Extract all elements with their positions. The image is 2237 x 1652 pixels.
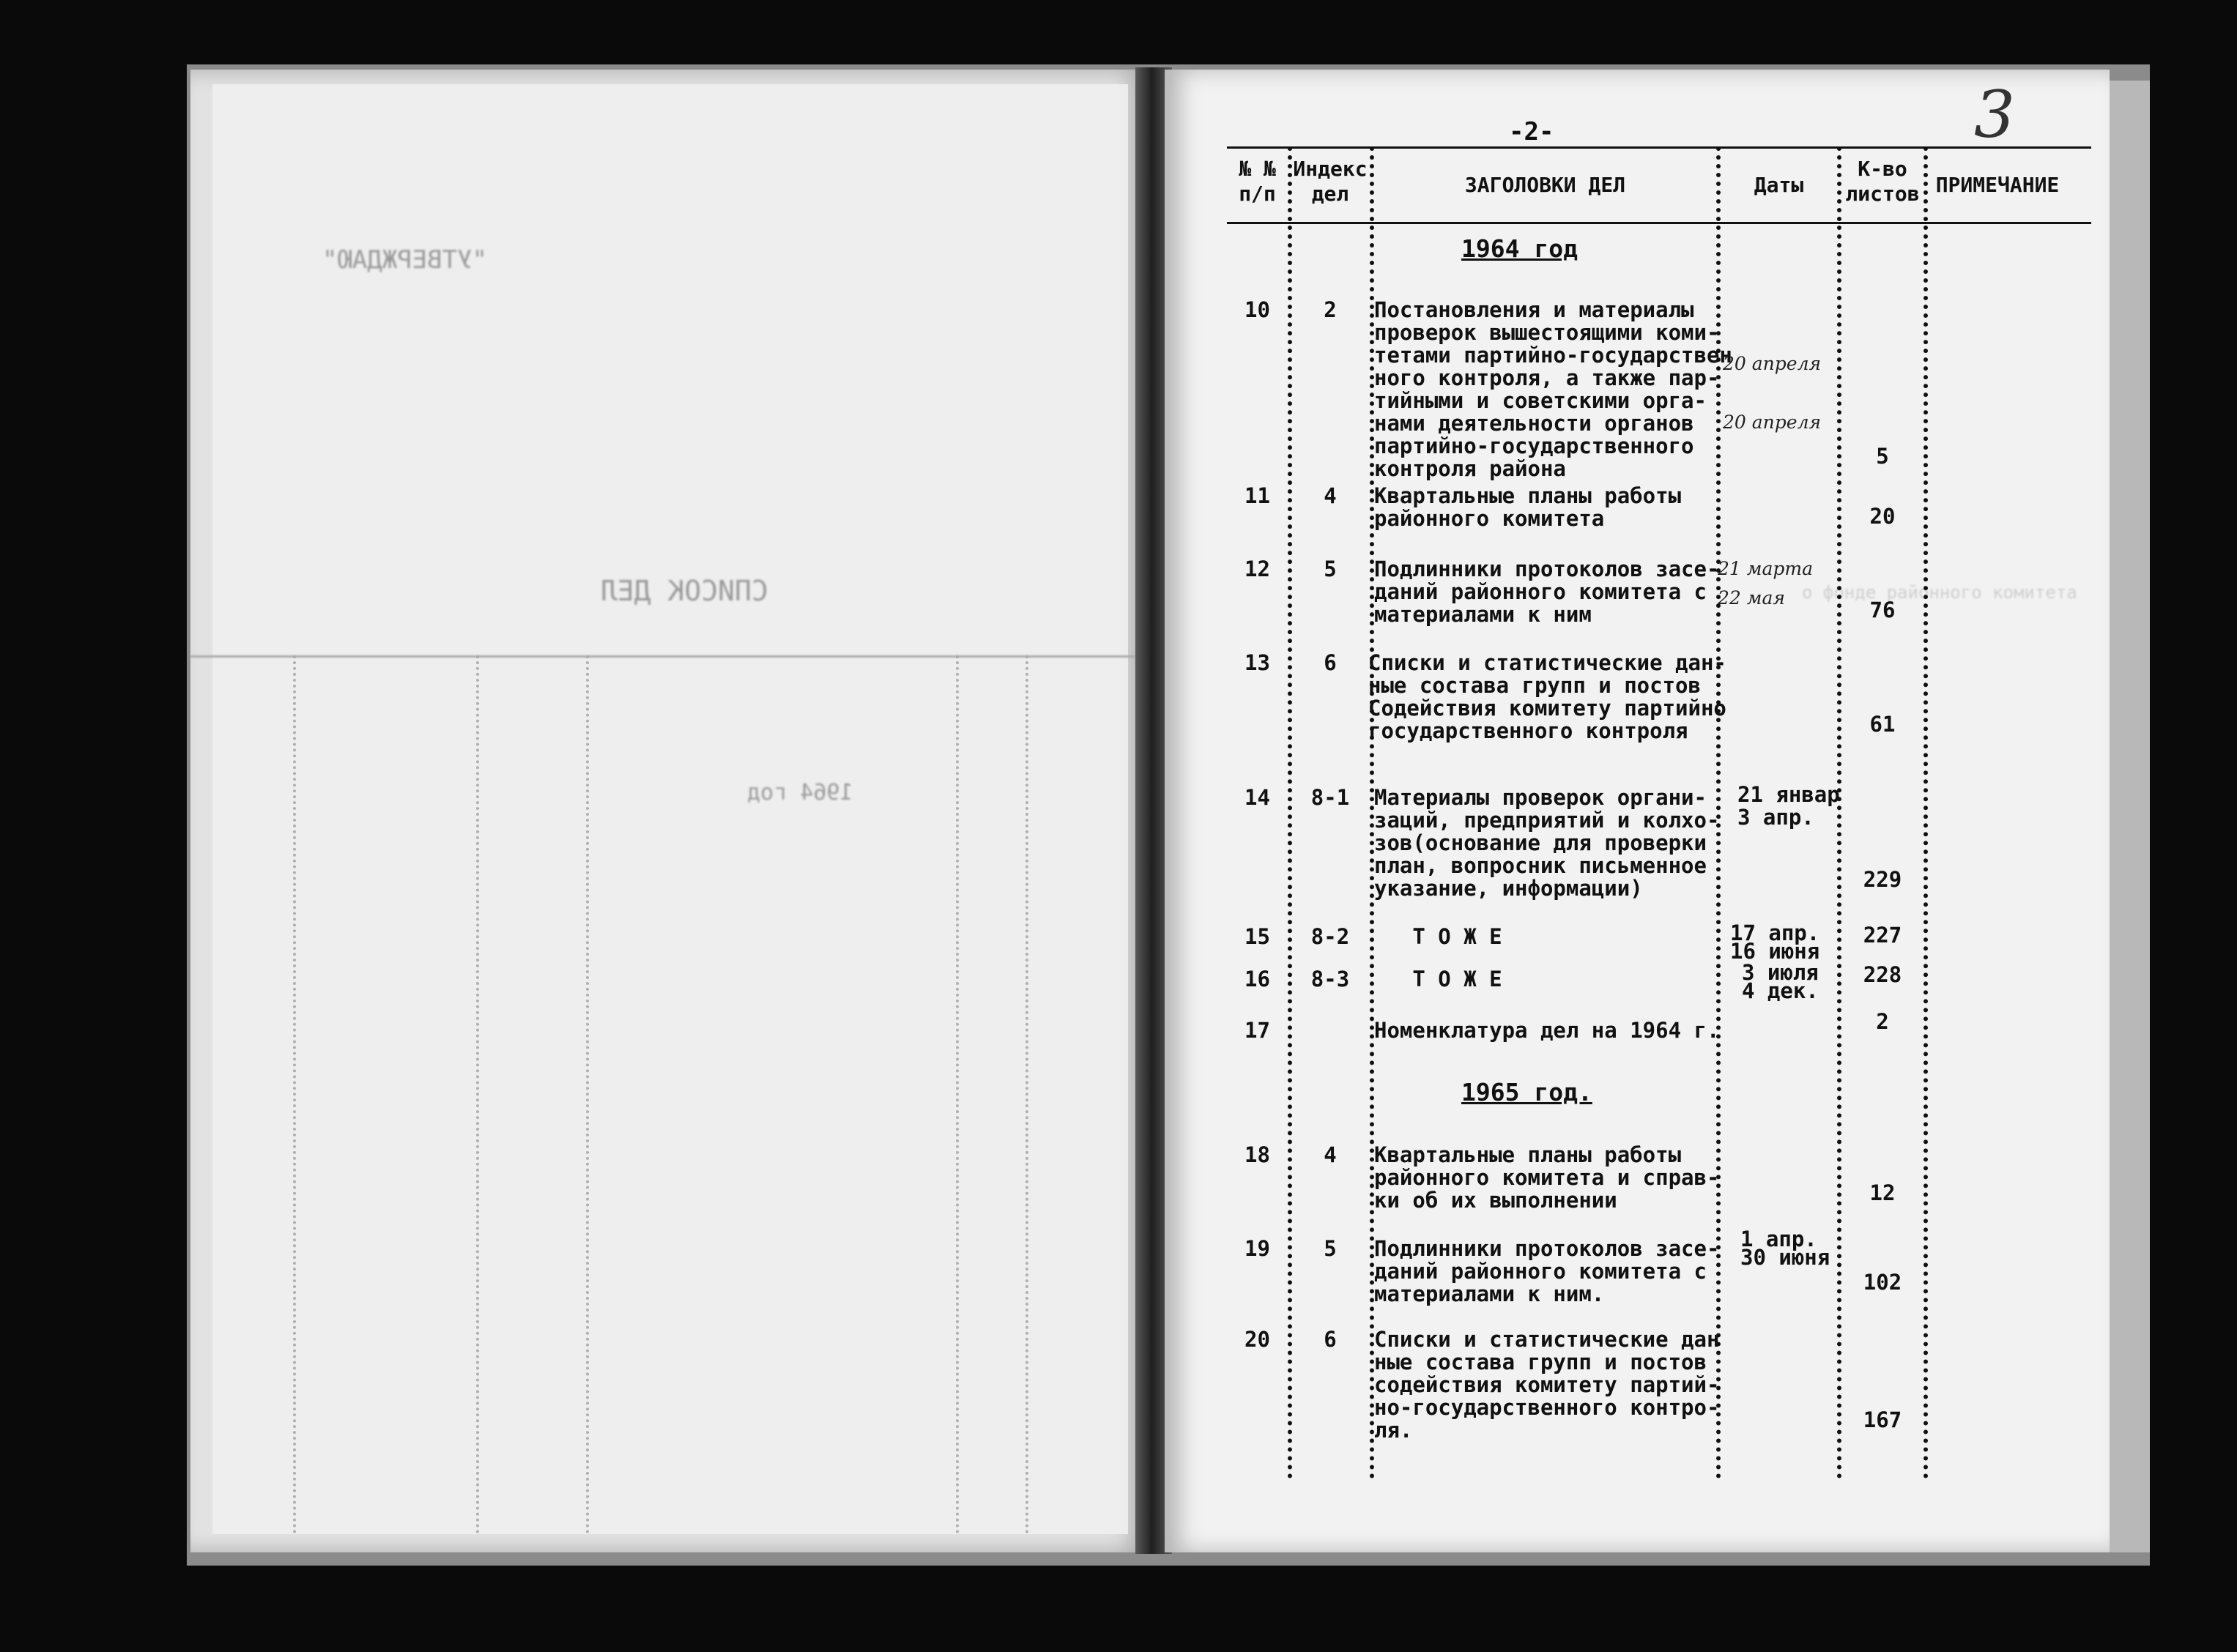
left-page-sheet (212, 84, 1128, 1534)
row-19-index: 5 (1324, 1236, 1337, 1261)
row-12-handwritten-date-1: 21 марта (1718, 558, 1814, 579)
row-18-sheets: 12 (1869, 1180, 1896, 1205)
year-heading-1965: 1965 год. (1461, 1078, 1592, 1106)
header-num: № № п/п (1239, 157, 1276, 206)
header-dates: Даты (1754, 173, 1804, 197)
bleed-faint-text: о фонде районного комитета (1802, 582, 2077, 603)
row-12-title: Подлинники протоколов засе- даний районного комитета с материалами к ним (1374, 557, 1720, 627)
row-16-index: 8-3 (1310, 967, 1350, 991)
row-19-dates: 1 апр. 30 июня (1740, 1227, 1830, 1270)
header-sheets: К-во листов (1845, 157, 1920, 206)
header-title: ЗАГОЛОВКИ ДЕЛ (1464, 173, 1626, 197)
row-11-sheets: 20 (1869, 504, 1896, 529)
bleed-year: 1964 год (747, 780, 853, 805)
bleed-heading: "УТВЕРЖДАЮ" (322, 245, 488, 275)
row-16-dates: 3 июля 4 дек. (1742, 960, 1819, 1003)
row-16-num: 16 (1244, 967, 1270, 991)
row-14-sheets: 229 (1863, 867, 1902, 892)
page-edges (2110, 81, 2150, 1552)
row-18-index: 4 (1324, 1142, 1337, 1167)
page-number: -2- (1509, 117, 1554, 146)
row-16-title: Т О Ж Е (1374, 967, 1502, 991)
bleed-hline (190, 655, 1146, 658)
bleed-rule-2 (476, 655, 479, 1534)
row-13-sheets: 61 (1869, 712, 1896, 737)
bleed-rule-3 (586, 655, 589, 1534)
year-heading-1964: 1964 год (1461, 234, 1578, 263)
row-13-title: Списки и статистические дан- ные состава групп и постов Содействия комитету партийно государственного контроля (1368, 650, 1726, 743)
row-13-num: 13 (1244, 650, 1270, 675)
row-20-index: 6 (1324, 1327, 1337, 1352)
row-14-index: 8-1 (1310, 785, 1350, 810)
row-10-title: Постановления и материалы проверок вышестоящими коми- тетами партийно-государствен ного контроля, а также пар- тийными и советскими орга- нами деятельности органов партийно-государственного контроля района (1374, 297, 1732, 481)
column-divider-1 (1288, 146, 1292, 1479)
row-13-index: 6 (1324, 650, 1337, 675)
bleed-rule-5 (1025, 655, 1028, 1534)
row-15-dates: 17 апр. 16 июня (1730, 920, 1820, 964)
row-15-sheets: 227 (1863, 923, 1902, 948)
folio-number: 3 (1974, 77, 2015, 152)
header-note: ПРИМЕЧАНИЕ (1935, 173, 2060, 197)
row-11-num: 11 (1244, 483, 1270, 508)
row-11-index: 4 (1324, 483, 1337, 508)
row-10-handwritten-date-2: 20 апреля (1723, 412, 1822, 433)
row-11-title: Квартальные планы работы районного комитета (1374, 483, 1682, 531)
row-12-handwritten-date-2: 22 мая (1718, 587, 1785, 609)
row-19-num: 19 (1244, 1236, 1270, 1261)
row-17-title: Номенклатура дел на 1964 г. (1374, 1018, 1720, 1043)
row-15-index: 8-2 (1310, 924, 1350, 949)
row-20-title: Списки и статистические дан ные состава групп и постов содействия комитету партий- но-государственного контро- ля. (1374, 1327, 1720, 1443)
row-15-title: Т О Ж Е (1374, 924, 1502, 949)
row-12-sheets: 76 (1869, 598, 1896, 622)
row-14-num: 14 (1244, 785, 1270, 810)
row-19-title: Подлинники протоколов засе- даний районного комитета с материалами к ним. (1374, 1236, 1720, 1306)
bleed-rule-4 (956, 655, 959, 1534)
row-18-num: 18 (1244, 1142, 1270, 1167)
row-19-sheets: 102 (1863, 1270, 1902, 1295)
bleed-rule-1 (293, 655, 296, 1534)
row-12-num: 12 (1244, 557, 1270, 581)
column-divider-5 (1923, 146, 1928, 1479)
bleed-title: СПИСОК ДЕЛ (601, 575, 768, 607)
row-10-num: 10 (1244, 297, 1270, 322)
row-17-num: 17 (1244, 1018, 1270, 1043)
row-18-title: Квартальные планы работы районного комитета и справ- ки об их выполнении (1374, 1142, 1720, 1213)
row-12-index: 5 (1324, 557, 1337, 581)
left-page (190, 70, 1146, 1552)
table-header-rule (1227, 222, 2091, 224)
row-10-index: 2 (1324, 297, 1337, 322)
row-10-sheets: 5 (1876, 444, 1889, 469)
row-14-title: Материалы проверок органи- заций, предприятий и колхо- зов(основание для проверки план, вопросник письменное указание, информации) (1374, 785, 1720, 901)
row-20-num: 20 (1244, 1327, 1270, 1352)
row-14-dates: 21 январ 3 апр. (1737, 782, 1840, 830)
header-index: Индекс дел (1293, 157, 1368, 206)
row-17-sheets: 2 (1876, 1009, 1889, 1034)
row-15-num: 15 (1244, 924, 1270, 949)
table-top-rule (1227, 146, 2091, 149)
row-20-sheets: 167 (1863, 1407, 1902, 1432)
row-16-sheets: 228 (1863, 962, 1902, 987)
row-10-handwritten-date-1: 20 апреля (1723, 353, 1822, 374)
